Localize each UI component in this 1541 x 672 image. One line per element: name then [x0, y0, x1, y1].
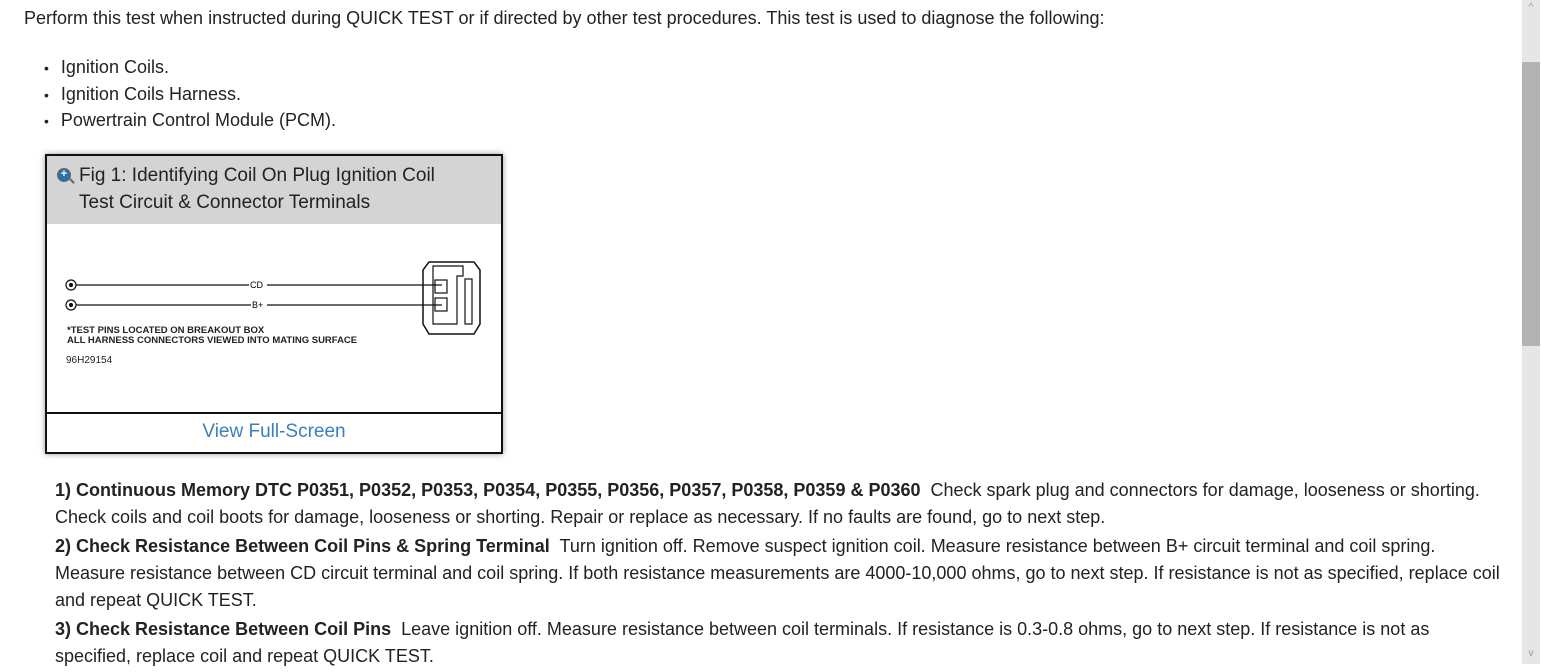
diagnose-list — [44, 54, 336, 134]
step-text: Check spark plug and connectors for damage, looseness or shorting. Check coils and coil boots for damage, looseness or shorting. Repair or replace as necessary. If no faults are found, go to next step. — [55, 480, 1480, 527]
step-text: Turn ignition off. Remove suspect ignition coil. Measure resistance between B+ circuit terminal and coil spring. Measure resistance between CD circuit terminal and coil spring. If both resistance measurements are 4000-10,000 ohms, go to next step. If resistance is not as specified, replace coil and repeat QUICK TEST. — [55, 536, 1500, 610]
scroll-up-icon[interactable]: ^ — [1528, 2, 1534, 13]
intro-text: Perform this test when instructed during QUICK TEST or if directed by other test procedures. This test is used to diagnose the following: — [24, 8, 1105, 28]
step-title: 2) Check Resistance Between Coil Pins & Spring Terminal — [55, 536, 550, 556]
scrollbar-thumb[interactable] — [1522, 62, 1540, 346]
step-text: Leave ignition off. Measure resistance between coil terminals. If resistance is 0.3-0.8 ohms, go to next step. If resistance is not as specified, replace coil and repeat QUICK TEST. — [55, 619, 1430, 666]
step-title: 3) Check Resistance Between Coil Pins — [55, 619, 392, 639]
test-steps — [55, 477, 1510, 672]
circuit-diagram — [47, 224, 501, 412]
label-cd: CD — [250, 280, 263, 290]
view-full-screen-link[interactable]: View Full-Screen — [202, 421, 346, 442]
figure-code: 96H29154 — [66, 355, 113, 366]
figure-title-line1: Fig 1: Identifying Coil On Plug Ignition Coil — [79, 165, 435, 186]
figure-title-line2: Test Circuit & Connector Terminals — [79, 192, 371, 213]
vertical-scrollbar[interactable] — [1522, 0, 1540, 664]
label-bplus: B+ — [252, 300, 264, 310]
caption-line1: *TEST PINS LOCATED ON BREAKOUT BOX — [67, 325, 265, 336]
step-3 — [55, 616, 1510, 670]
figure-card — [45, 154, 503, 454]
figure-diagram[interactable] — [47, 224, 501, 414]
step-2 — [55, 533, 1510, 614]
step-title: 1) Continuous Memory DTC P0351, P0352, P0353, P0354, P0355, P0356, P0357, P0358, P0359 & P0360 — [55, 480, 921, 500]
caption-line2: ALL HARNESS CONNECTORS VIEWED INTO MATING SURFACE — [67, 335, 358, 346]
step-1 — [55, 477, 1510, 531]
zoom-in-icon[interactable]: + — [57, 168, 71, 182]
list-item: • Ignition Coils. — [44, 54, 336, 81]
scroll-down-icon[interactable]: v — [1528, 648, 1534, 659]
figure-header — [47, 156, 501, 224]
list-item: • Ignition Coils Harness. — [44, 81, 336, 108]
list-item: • Powertrain Control Module (PCM). — [44, 107, 336, 134]
